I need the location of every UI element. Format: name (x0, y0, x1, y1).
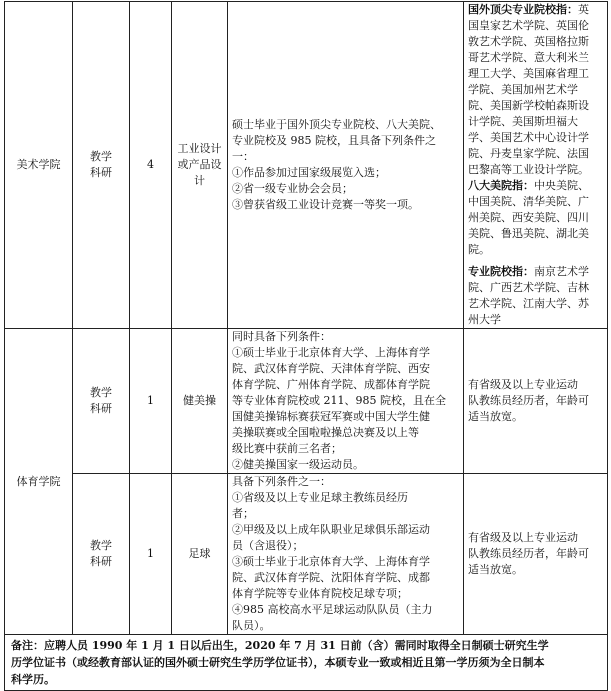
notes-cell: 有省级及以上专业运动 队教练员经历者，年龄可 适当放宽。 (464, 329, 608, 474)
notes-cell: 有省级及以上专业运动 队教练员经历者，年龄可 适当放宽。 (464, 474, 608, 635)
college-cell (5, 329, 73, 635)
college-name: 美术学院 (16, 158, 61, 171)
college-name: 体育学院 (16, 474, 61, 488)
remark-row (5, 635, 608, 691)
count-cell: 1 (130, 329, 172, 474)
notes-cell: 国外顶尖专业院校指：英 国皇家艺术学院、英国伦 敦艺术学院、英国格拉斯 哥艺术学院、意大利米兰 理工大学、美国麻省理工 学院、美国加州艺术学 院、美国新学校帕森斯设 计学院、美国斯坦福大 学、美国艺术中心设计学 院、丹麦皇家学院、法国 巴黎高等工业设计学院。 八大美院指：中央美院、 中国美院、清华美院、广 州美院、西安美院、四川 美院、鲁迅美院、湖北美 院。 专业院校指：南京艺术学 院、广西艺术学院、吉林 艺术学院、江南大学、苏 州大学 (464, 2, 608, 329)
note-section-title: 国外顶尖专业院校指： (468, 3, 578, 16)
table-row (5, 329, 608, 474)
recruitment-table (4, 1, 608, 691)
table-row (5, 474, 608, 635)
count-cell: 4 (130, 2, 172, 329)
major-cell: 足球 (172, 474, 228, 635)
note-section-title: 八大美院指： (468, 179, 534, 192)
remark-line: 科学历。 (11, 673, 55, 686)
remark-line: 备注：应聘人员 1990 年 1 月 1 日以后出生，2020 年 7 月 31 日前（含）需同时取得全日制硕士研究生学 (11, 639, 549, 652)
requirements-cell: 具备下列条件之一： ①省级及以上专业足球主教练员经历 者； ②甲级及以上成年队职业足球俱乐部运动 员（含退役）； ③硕士毕业于北京体育大学、上海体育学 院、武汉体育学院、沈阳体育学院、成都 体育学院等专业体育院校足球专项； ④985 高校高水平足球运动队队员（主力 队员）。 (228, 474, 464, 635)
major-cell: 健美操 (172, 329, 228, 474)
remark-line: 历学位证书（或经教育部认证的国外硕士研究生学历学位证书），本硕专业一致或相近且第一学历须为全日制本 (11, 656, 545, 669)
category-cell: 教学 科研 (73, 2, 130, 329)
remark-cell (5, 635, 608, 691)
count-cell: 1 (130, 474, 172, 635)
requirements-cell: 硕士毕业于国外顶尖专业院校、八大美院、 专业院校及 985 院校，且具备下列条件之 一： ①作品参加过国家级展览入选； ②省一级专业协会会员； ③曾获省级工业设计竞赛一等奖一项。 (228, 2, 464, 329)
category-cell: 教学 科研 (73, 329, 130, 474)
note-section-title: 专业院校指： (468, 265, 534, 278)
college-cell (5, 2, 73, 329)
major-cell: 工业设计 或产品设 计 (172, 2, 228, 329)
category-cell: 教学 科研 (73, 474, 130, 635)
table-row (5, 2, 608, 329)
requirements-cell: 同时具备下列条件： ①硕士毕业于北京体育大学、上海体育学 院、武汉体育学院、天津体育学院、西安 体育学院、广州体育学院、成都体育学院 等专业体育院校或 211、985 院校，且在全 国健美操锦标赛获冠军赛或中国大学生健 美操联赛或全国啦啦操总决赛及以上等 级比赛中获前三名者； ②健美操国家一级运动员。 (228, 329, 464, 474)
